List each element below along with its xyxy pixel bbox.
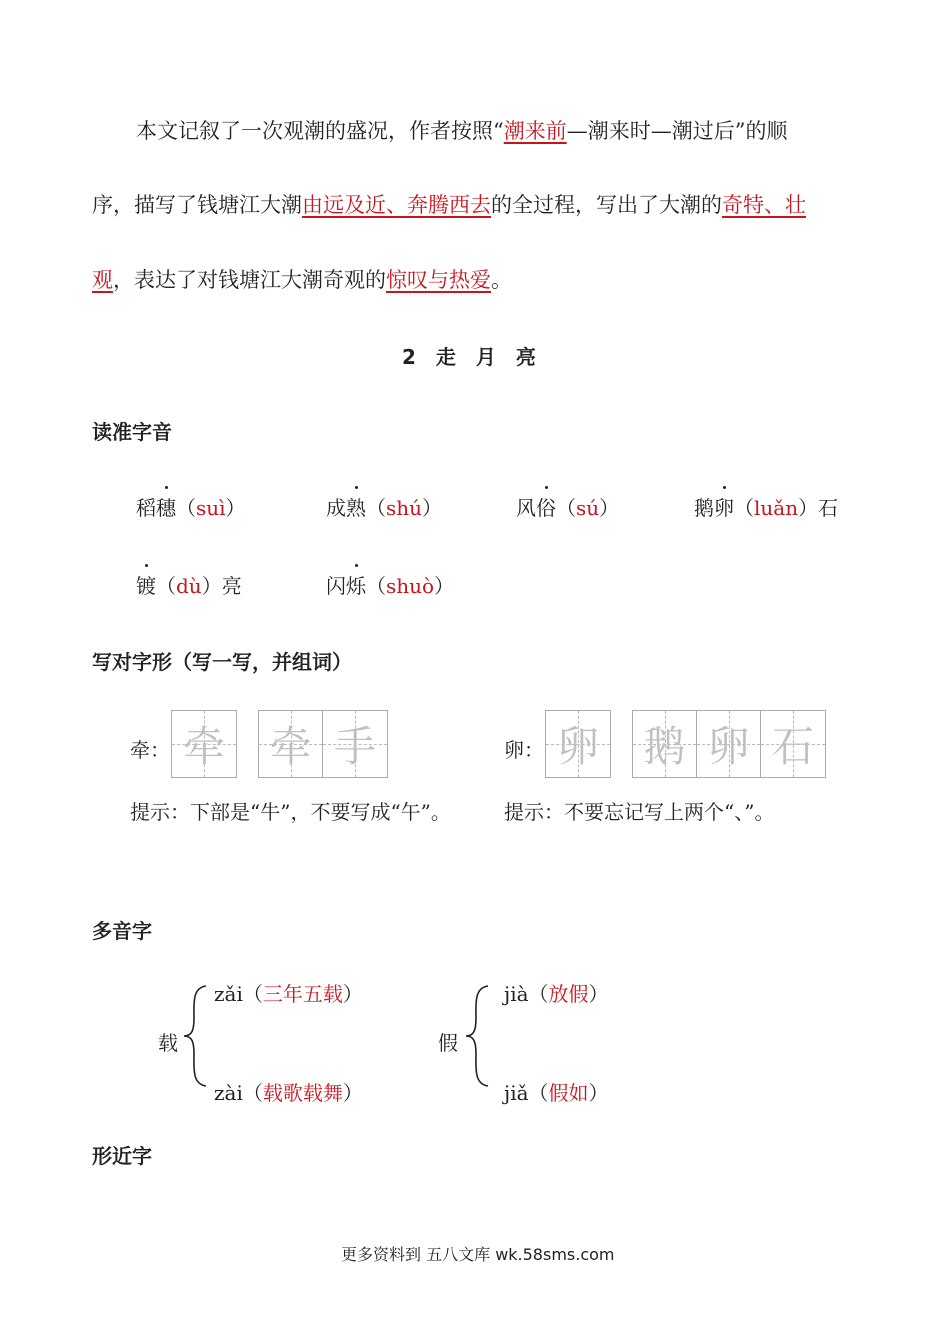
pinyin: zǎi: [214, 982, 243, 1006]
pronunciation-item: 鹅卵（luǎn）石: [694, 492, 838, 521]
grid-cell: 卵: [546, 711, 610, 777]
example-word: 放假: [548, 982, 589, 1006]
pinyin: shuò: [386, 574, 435, 598]
lesson-title: [402, 341, 536, 370]
highlight-answer: 潮来前: [503, 119, 567, 143]
polyphone-reading: jiǎ（假如）: [504, 1081, 609, 1105]
highlight-answer: 奇特、壮: [722, 193, 806, 217]
grid-cell: 鹅: [633, 711, 697, 777]
grid-cell: 手: [323, 711, 387, 777]
writing-grid-word: [258, 710, 388, 778]
pronunciation-item: 镀（dù）亮: [136, 570, 242, 599]
grid-cell: 牵: [259, 711, 323, 777]
pronunciation-item: 风俗（sú）: [516, 492, 619, 521]
writing-grid-single: [545, 710, 611, 778]
pinyin: shú: [386, 496, 423, 520]
intro-line-3: [92, 267, 512, 293]
section-heading-writing: 写对字形（写一写，并组词）: [92, 650, 352, 674]
highlight-answer: 观: [92, 268, 113, 292]
grid-cell: 石: [761, 711, 825, 777]
example-word: 载歌载舞: [262, 1081, 343, 1105]
pronunciation-item: 成熟（shú）: [326, 492, 442, 521]
dotted-char: 镀: [136, 570, 156, 599]
grid-cell: 卵: [697, 711, 761, 777]
lesson-title-char: 月: [475, 345, 496, 369]
pinyin: dù: [176, 574, 202, 598]
polyphone-char: 载: [158, 1031, 178, 1055]
pinyin: sú: [576, 496, 600, 520]
polyphone-reading: jià（放假）: [504, 982, 609, 1006]
brace-icon: [182, 984, 208, 1088]
brace-icon: [464, 984, 490, 1088]
writing-grid-single: [171, 710, 237, 778]
polyphone-char: 假: [438, 1031, 458, 1055]
dotted-char: 穗: [156, 492, 176, 521]
lesson-number: 2: [402, 345, 416, 369]
grid-cell: 牵: [172, 711, 236, 777]
example-word: 三年五载: [262, 982, 343, 1006]
intro-text: 本文记叙了一次观潮的盛况，作者按照“: [136, 119, 504, 143]
lesson-title-char: 亮: [515, 345, 536, 369]
intro-line-2: [92, 192, 806, 218]
intro-text: 序，描写了钱塘江大潮: [92, 193, 302, 217]
writing-tip: 提示：下部是“牛”，不要写成“午”。: [130, 800, 451, 824]
dotted-char: 俗: [536, 492, 556, 521]
footer-source: 更多资料到 五八文库 wk.58sms.com: [341, 1245, 615, 1264]
writing-label: 卵：: [504, 738, 544, 762]
section-heading-similar: 形近字: [92, 1144, 152, 1168]
pinyin: suì: [196, 496, 226, 520]
lesson-title-char: 走: [435, 345, 456, 369]
polyphone-reading: zǎi（三年五载）: [214, 982, 363, 1006]
intro-text: ，表达了对钱塘江大潮奇观的: [113, 268, 386, 292]
intro-line-1: [136, 118, 787, 144]
pinyin: jià: [504, 982, 529, 1006]
polyphone-reading: zài（载歌载舞）: [214, 1081, 363, 1105]
pronunciation-item: 稻穗（suì）: [136, 492, 246, 521]
writing-tip: 提示：不要忘记写上两个“、”。: [504, 800, 775, 824]
pinyin: luǎn: [754, 496, 799, 520]
intro-text: —潮来时—潮过后”的顺: [566, 119, 788, 143]
writing-label: 牵：: [130, 738, 170, 762]
pinyin: zài: [214, 1081, 243, 1105]
intro-text: 。: [491, 268, 512, 292]
section-heading-pronunciation: 读准字音: [92, 420, 172, 444]
highlight-answer: 惊叹与热爱: [386, 268, 491, 292]
writing-grid-word: [632, 710, 826, 778]
example-word: 假如: [548, 1081, 589, 1105]
dotted-char: 熟: [346, 492, 366, 521]
dotted-char: 烁: [346, 570, 366, 599]
intro-text: 的全过程，写出了大潮的: [491, 193, 722, 217]
pinyin: jiǎ: [504, 1081, 529, 1105]
dotted-char: 卵: [714, 492, 734, 521]
pronunciation-item: 闪烁（shuò）: [326, 570, 454, 599]
highlight-answer: 由远及近、奔腾西去: [302, 193, 491, 217]
section-heading-polyphone: 多音字: [92, 919, 152, 943]
